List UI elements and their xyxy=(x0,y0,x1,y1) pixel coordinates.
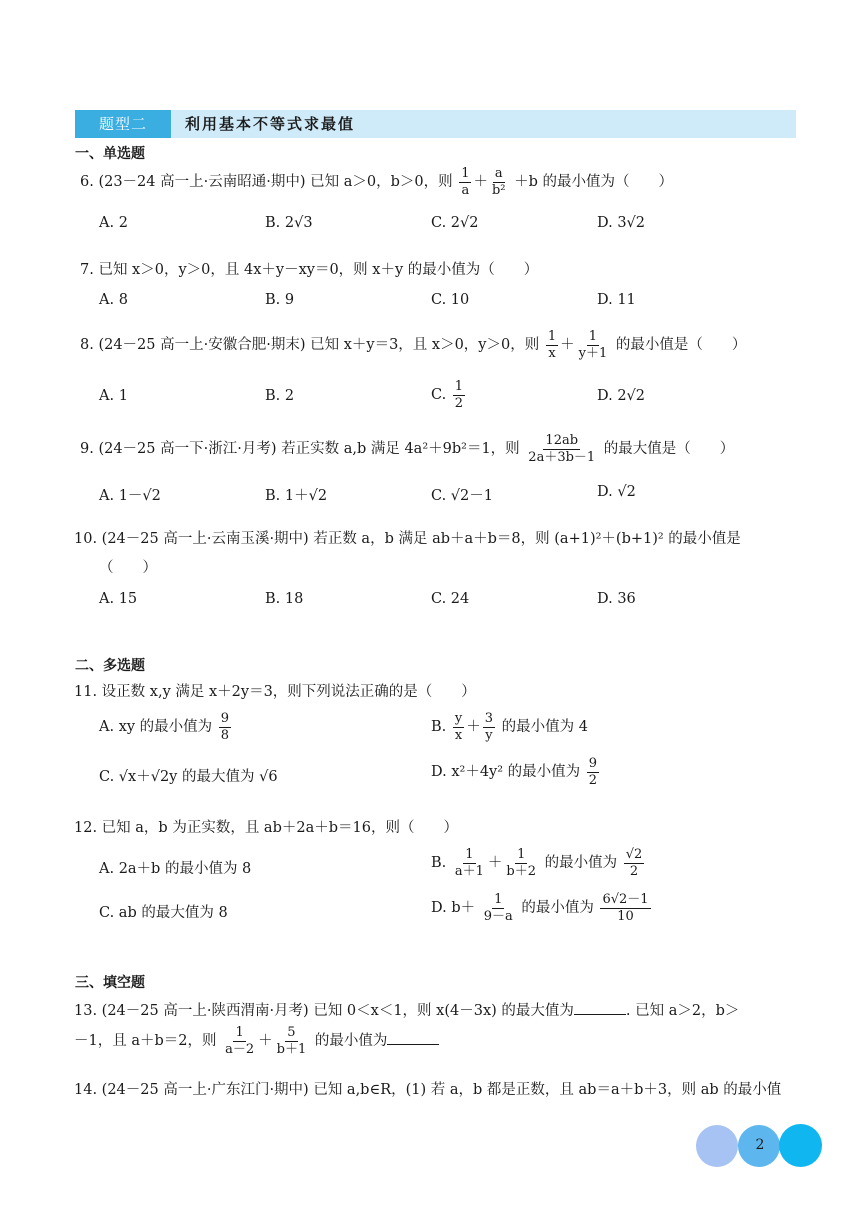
q12-b-mid: 的最小值为 xyxy=(544,855,618,872)
q11-dd: 2 xyxy=(588,772,598,788)
q9-text: 9. (24－25 高一下·浙江·月考) 若正实数 a,b 满足 4a²＋9b²＝1，则 xyxy=(80,441,520,458)
q11-ad: 8 xyxy=(220,727,230,743)
header-bar xyxy=(75,110,796,138)
question-13 xyxy=(74,999,739,1020)
q12-b-frac3 xyxy=(624,848,645,878)
q13-line2-text: －1，且 a＋b＝2，则 xyxy=(74,1033,217,1050)
q12-b1n: 1 xyxy=(465,847,474,862)
q11-option-c: C. √x＋√2y 的最大值为 √6 xyxy=(99,769,278,785)
q11-a-text: A. xy 的最小值为 xyxy=(99,719,213,736)
q6-text: 6. (23－24 高一上·云南昭通·期中) 已知 a＞0，b＞0，则 xyxy=(80,174,453,191)
q8-cn: 1 xyxy=(454,379,464,394)
q13-mid: . 已知 a＞2，b＞ xyxy=(625,1003,740,1019)
q10-option-a: A. 15 xyxy=(99,591,138,607)
q11-b1d: x xyxy=(454,727,463,743)
q13-text: 13. (24－25 高一上·陕西渭南·月考) 已知 0＜x＜1，则 x(4－3x) 的最大值为 xyxy=(74,1003,574,1019)
q6-f2n: a xyxy=(494,166,503,181)
question-6: 6. (23－24 高一上·云南昭通·期中) 已知 a＞0，b＞0，则 $\frac{1}{a}$ ＋ $\frac{a}{\text{b²}}$ ＋b 的最小值为（ ） xyxy=(80,166,674,198)
question-12: 12. 已知 a，b 为正实数，且 ab＋2a＋b＝16，则（ ） xyxy=(74,820,458,836)
q12-b-pre: B. xyxy=(431,855,447,872)
q11-b-frac2 xyxy=(483,712,495,742)
q12-b3d: 2 xyxy=(629,863,639,879)
q9-fd: 2a＋3b－1 xyxy=(528,449,596,465)
q12-option-b: B. $\frac{1}{a+1}$ ＋ $\frac{1}{b+2}$ 的最小值为 $\frac{√2}{2}$ xyxy=(431,847,643,879)
q12-d2n: 6√2－1 xyxy=(602,892,649,907)
q8-tail: 的最小值是（ ） xyxy=(615,337,747,354)
q12-b-frac1 xyxy=(453,848,486,878)
q6-frac2 xyxy=(490,167,508,197)
q13-f1n: 1 xyxy=(235,1025,244,1040)
q12-d2d: 10 xyxy=(617,908,634,924)
q11-option-d xyxy=(431,757,601,787)
q10-option-c: C. 24 xyxy=(431,591,470,607)
deco-circle-3 xyxy=(779,1124,822,1167)
q12-option-d xyxy=(431,893,653,923)
q8-f1n: 1 xyxy=(547,329,557,344)
q8-text: 8. (24－25 高一上·安徽合肥·期末) 已知 x＋y＝3，且 x＞0，y＞0，则 xyxy=(80,337,540,354)
q12-b3n: √2 xyxy=(625,847,643,862)
q13-frac1 xyxy=(223,1026,256,1056)
q8-option-c xyxy=(431,380,467,410)
q11-b-frac1 xyxy=(453,712,464,742)
q13-blank-1[interactable] xyxy=(574,1000,626,1015)
header-title: 利用基本不等式求最值 xyxy=(185,115,356,133)
q12-d1n: 1 xyxy=(494,892,503,907)
q12-b2n: 1 xyxy=(517,847,526,862)
q8-c-label: C. xyxy=(431,387,447,404)
q9-option-d: D. √2 xyxy=(597,484,636,500)
q12-d-mid: 的最小值为 xyxy=(521,900,594,917)
q12-option-c: C. ab 的最大值为 8 xyxy=(99,905,228,921)
q12-d-frac2 xyxy=(600,893,650,923)
section-multi: 二、多选题 xyxy=(75,658,145,674)
question-10: 10. (24－25 高一上·云南玉溪·期中) 若正数 a，b 满足 ab＋a＋b＝8，则 (a+1)²＋(b+1)² 的最小值是 xyxy=(74,531,741,547)
q10-option-d: D. 36 xyxy=(597,591,636,607)
q9-option-a: A. 1－√2 xyxy=(99,488,161,504)
q8-f2n: 1 xyxy=(588,329,598,344)
q9-option-b: B. 1＋√2 xyxy=(265,488,328,504)
q13-f2n: 5 xyxy=(287,1025,296,1040)
q8-option-a: A. 1 xyxy=(99,388,128,404)
q8-c-frac xyxy=(453,380,465,410)
q11-dn: 9 xyxy=(588,756,598,771)
q6-f1n: 1 xyxy=(461,166,470,181)
q11-an: 9 xyxy=(220,711,230,726)
q6-option-b: B. 2√3 xyxy=(265,215,313,231)
q10-option-b: B. 18 xyxy=(265,591,304,607)
q7-option-b: B. 9 xyxy=(265,292,295,308)
question-9 xyxy=(80,434,734,464)
q8-option-b: B. 2 xyxy=(265,388,295,404)
q11-b1n: y xyxy=(454,711,463,726)
q13-tail: 的最小值为 xyxy=(314,1033,388,1050)
question-7: 7. 已知 x＞0，y＞0，且 4x＋y－xy＝0，则 x＋y 的最小值为（ ） xyxy=(80,262,539,278)
q8-frac1 xyxy=(546,330,558,360)
q6-frac1 xyxy=(459,167,471,197)
q6-tail: ＋b 的最小值为（ ） xyxy=(514,174,674,191)
deco-circle-1 xyxy=(696,1125,738,1167)
question-14: 14. (24－25 高一上·广东江门·期中) 已知 a,b∈R，(1) 若 a，b 都是正数，且 ab＝a＋b＋3，则 ab 的最小值 xyxy=(74,1082,782,1098)
q12-b1d: a＋1 xyxy=(454,863,484,879)
header-tag: 题型二 xyxy=(75,110,171,138)
section-single: 一、单选题 xyxy=(75,146,145,162)
q12-option-a: A. 2a＋b 的最小值为 8 xyxy=(99,861,252,877)
q12-d1d: 9－a xyxy=(483,908,513,924)
page-number: 2 xyxy=(755,1137,765,1153)
q9-tail: 的最大值是（ ） xyxy=(603,441,735,458)
question-13-line2: －1，且 a＋b＝2，则 $\frac{1}{a-2}$ ＋ $\frac{5}{b+1}$ 的最小值为 xyxy=(74,1026,439,1056)
q11-option-b: B. $\frac{y}{x}$ ＋ $\frac{3}{y}$ 的最小值为 4 xyxy=(431,711,588,743)
q11-option-a xyxy=(99,712,233,742)
q8-f1d: x xyxy=(548,345,556,361)
q8-frac2 xyxy=(577,330,610,360)
q6-option-c: C. 2√2 xyxy=(431,215,479,231)
q11-b2d: y xyxy=(485,727,493,743)
q6-option-a: A. 2 xyxy=(99,215,128,231)
q8-f2d: y＋1 xyxy=(578,345,608,361)
q11-a-frac xyxy=(219,712,231,742)
q12-b-frac2 xyxy=(504,848,538,878)
q7-option-a: A. 8 xyxy=(99,292,128,308)
q9-fn: 12ab xyxy=(545,433,579,448)
q12-d-pre: D. b＋ xyxy=(431,900,476,917)
question-8: 8. (24－25 高一上·安徽合肥·期末) 已知 x＋y＝3，且 x＞0，y＞0，则 $\frac{1}{x}$ ＋ $\frac{1}{y+1}$ 的最小值是（ ） xyxy=(80,329,747,361)
q13-f1d: a－2 xyxy=(225,1041,255,1057)
q13-f2d: b＋1 xyxy=(276,1041,307,1057)
q6-f1d: a xyxy=(461,182,470,198)
q6-option-d: D. 3√2 xyxy=(597,215,646,231)
q12-b2d: b＋2 xyxy=(506,863,536,879)
question-10-line2: （ ） xyxy=(99,560,157,576)
q12-d-frac1 xyxy=(482,893,515,923)
q13-blank-2[interactable] xyxy=(387,1030,439,1045)
q11-b-pre: B. xyxy=(431,719,447,736)
q9-option-c: C. √2－1 xyxy=(431,488,493,504)
q13-frac2 xyxy=(275,1026,309,1056)
q6-f2d: b² xyxy=(491,182,506,198)
q9-frac xyxy=(526,434,597,464)
q8-cd: 2 xyxy=(454,395,464,411)
q11-b-tail: 的最小值为 4 xyxy=(501,719,588,736)
q8-option-d: D. 2√2 xyxy=(597,388,646,404)
q11-b2n: 3 xyxy=(484,711,494,726)
q7-option-c: C. 10 xyxy=(431,292,470,308)
section-fill: 三、填空题 xyxy=(75,975,145,991)
question-11: 11. 设正数 x,y 满足 x＋2y＝3，则下列说法正确的是（ ） xyxy=(74,684,476,700)
q7-option-d: D. 11 xyxy=(597,292,636,308)
q11-d-frac xyxy=(587,757,599,787)
q11-d-text: D. x²＋4y² 的最小值为 xyxy=(431,764,581,781)
